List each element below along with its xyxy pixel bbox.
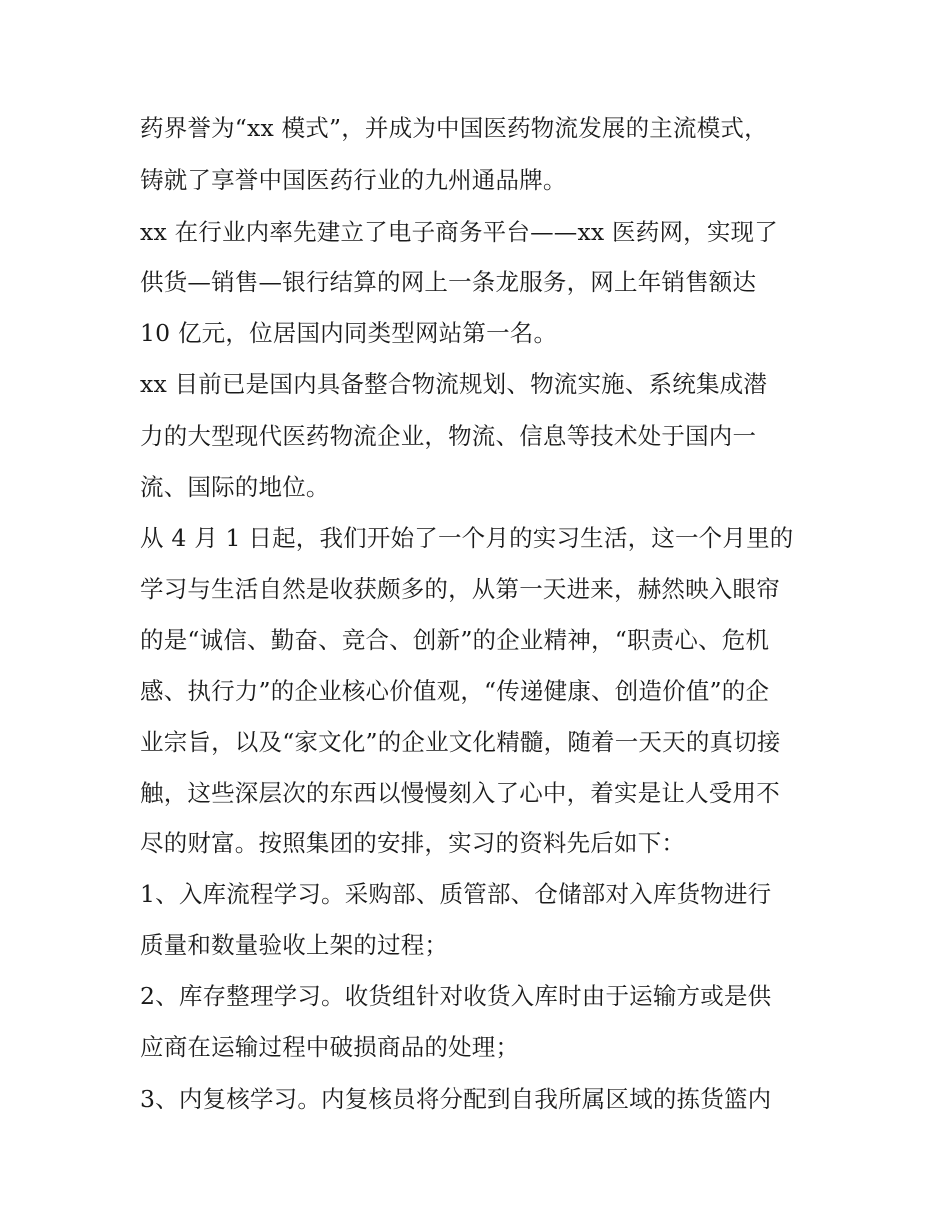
text-line: 触，这些深层次的东西以慢慢刻入了心中，着实是让人受用不 xyxy=(140,779,780,807)
text-line: 应商在运输过程中破损商品的处理； xyxy=(140,1033,520,1061)
text-line: xx 目前已是国内具备整合物流规划、物流实施、系统集成潜 xyxy=(140,370,768,398)
text-line: xx 在行业内率先建立了电子商务平台——xx 医药网，实现了 xyxy=(140,218,778,246)
text-line: 供货—销售—银行结算的网上一条龙服务，网上年销售额达 xyxy=(140,268,757,296)
text-line: 3、内复核学习。内复核员将分配到自我所属区域的拣货篮内 xyxy=(140,1085,772,1113)
text-line: 业宗旨，以及“家文化”的企业文化精髓，随着一天天的真切接 xyxy=(140,728,781,756)
text-line: 质量和数量验收上架的过程； xyxy=(140,931,449,959)
text-line: 尽的财富。按照集团的安排，实习的资料先后如下： xyxy=(140,829,686,857)
text-line: 感、执行力”的企业核心价值观，“传递健康、创造价值”的企 xyxy=(140,677,770,705)
text-line: 药界誉为“xx 模式”，并成为中国医药物流发展的主流模式， xyxy=(140,114,768,142)
text-line: 力的大型现代医药物流企业，物流、信息等技术处于国内一 xyxy=(140,422,757,450)
text-line: 铸就了享誉中国医药行业的九州通品牌。 xyxy=(140,166,567,194)
text-line: 从 4 月 1 日起，我们开始了一个月的实习生活，这一个月里的 xyxy=(140,524,794,552)
text-line: 的是“诚信、勤奋、竞合、创新”的企业精神，“职责心、危机 xyxy=(140,626,770,654)
text-line: 学习与生活自然是收获颇多的，从第一天进来，赫然映入眼帘 xyxy=(140,575,780,603)
text-line: 2、库存整理学习。收货组针对收货入库时由于运输方或是供 xyxy=(140,982,772,1010)
text-line: 1、入库流程学习。采购部、质管部、仓储部对入库货物进行 xyxy=(140,880,772,908)
text-line: 流、国际的地位。 xyxy=(140,473,330,501)
text-line: 10 亿元，位居国内同类型网站第一名。 xyxy=(140,319,558,347)
